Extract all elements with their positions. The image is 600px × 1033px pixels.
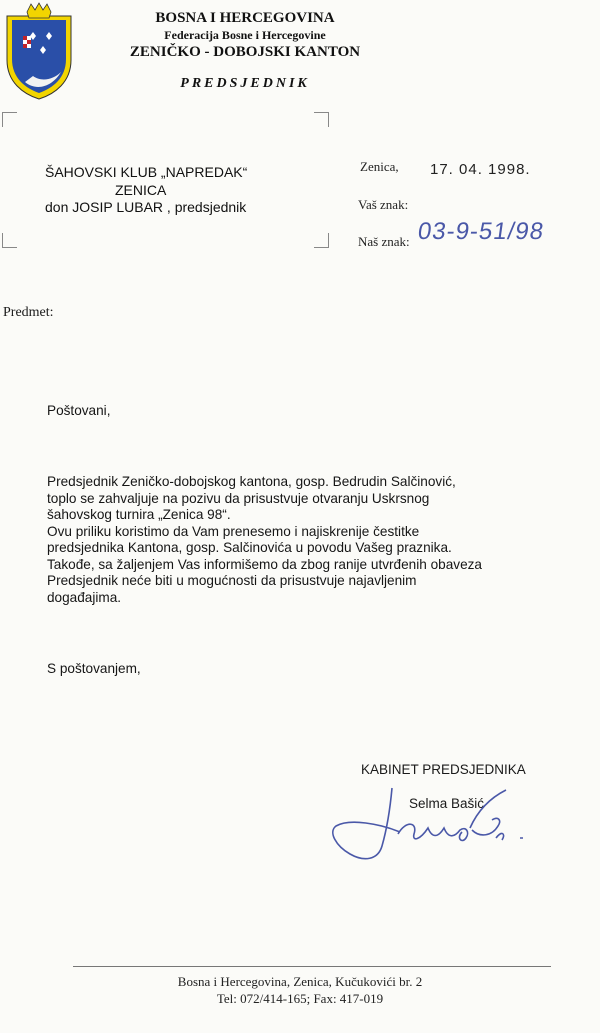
letter-body [47, 474, 587, 606]
letter-greeting: Poštovani, [47, 403, 111, 418]
letter-place: Zenica, [360, 159, 399, 174]
body-line: događajima. [47, 589, 122, 605]
body-line: šahovskog turnira „Zenica 98“. [47, 507, 231, 522]
body-line: Predsjednik neće biti u mogućnosti da prisustvuje najavljenim [47, 573, 417, 588]
letterhead-office: PREDSJEDNIK [180, 76, 310, 91]
footer-address: Bosna i Hercegovina, Zenica, Kučukovići br. 2 [177, 974, 423, 989]
body-line: Ovu priliku koristimo da Vam prenesemo i najiskrenije čestitke [47, 523, 420, 539]
our-reference-handwritten: 03-9-51/98 [416, 218, 547, 245]
canton-coat-of-arms-icon [3, 2, 75, 100]
letterhead-country: BOSNA I HERCEGOVINA [155, 10, 335, 26]
recipient-organization: ŠAHOVSKI KLUB „NAPREDAK“ [45, 164, 248, 180]
body-line: Takođe, sa žaljenjem Vas informišemo da zbog ranije utvrđenih obaveza [47, 556, 482, 572]
letterhead-canton: ZENIČKO - DOBOJSKI KANTON [129, 44, 361, 60]
your-reference-label: Vaš znak: [358, 197, 409, 212]
address-window-corner [314, 112, 329, 127]
subject-label: Predmet: [3, 305, 54, 320]
recipient-city: ZENICA [115, 182, 167, 198]
our-reference-label: Naš znak: [358, 234, 410, 249]
recipient-person: don JOSIP LUBAR , predsjednik [45, 199, 247, 215]
body-line: predsjednika Kantona, gosp. Salčinovića u povodu Vašeg praznika. [47, 540, 452, 555]
body-line: Predsjednik Zeničko-dobojskog kantona, gosp. Bedrudin Salčinović, [47, 474, 456, 489]
handwritten-signature-icon [320, 780, 550, 870]
footer-contact: Tel: 072/414-165; Fax: 417-019 [216, 991, 384, 1006]
address-window-corner [2, 112, 17, 127]
address-window-corner [314, 233, 329, 248]
signature-office: KABINET PREDSJEDNIKA [361, 762, 526, 777]
letterhead-federation: Federacija Bosne i Hercegovine [164, 28, 326, 42]
footer-divider [73, 966, 551, 967]
body-line: toplo se zahvaljuje na pozivu da prisustvuje otvaranju Uskrsnog [47, 490, 430, 506]
signer-name: Selma Bašić [409, 796, 485, 811]
address-window-corner [2, 233, 17, 248]
letter-date: 17. 04. 1998. [430, 161, 531, 178]
letter-closing: S poštovanjem, [47, 661, 141, 676]
